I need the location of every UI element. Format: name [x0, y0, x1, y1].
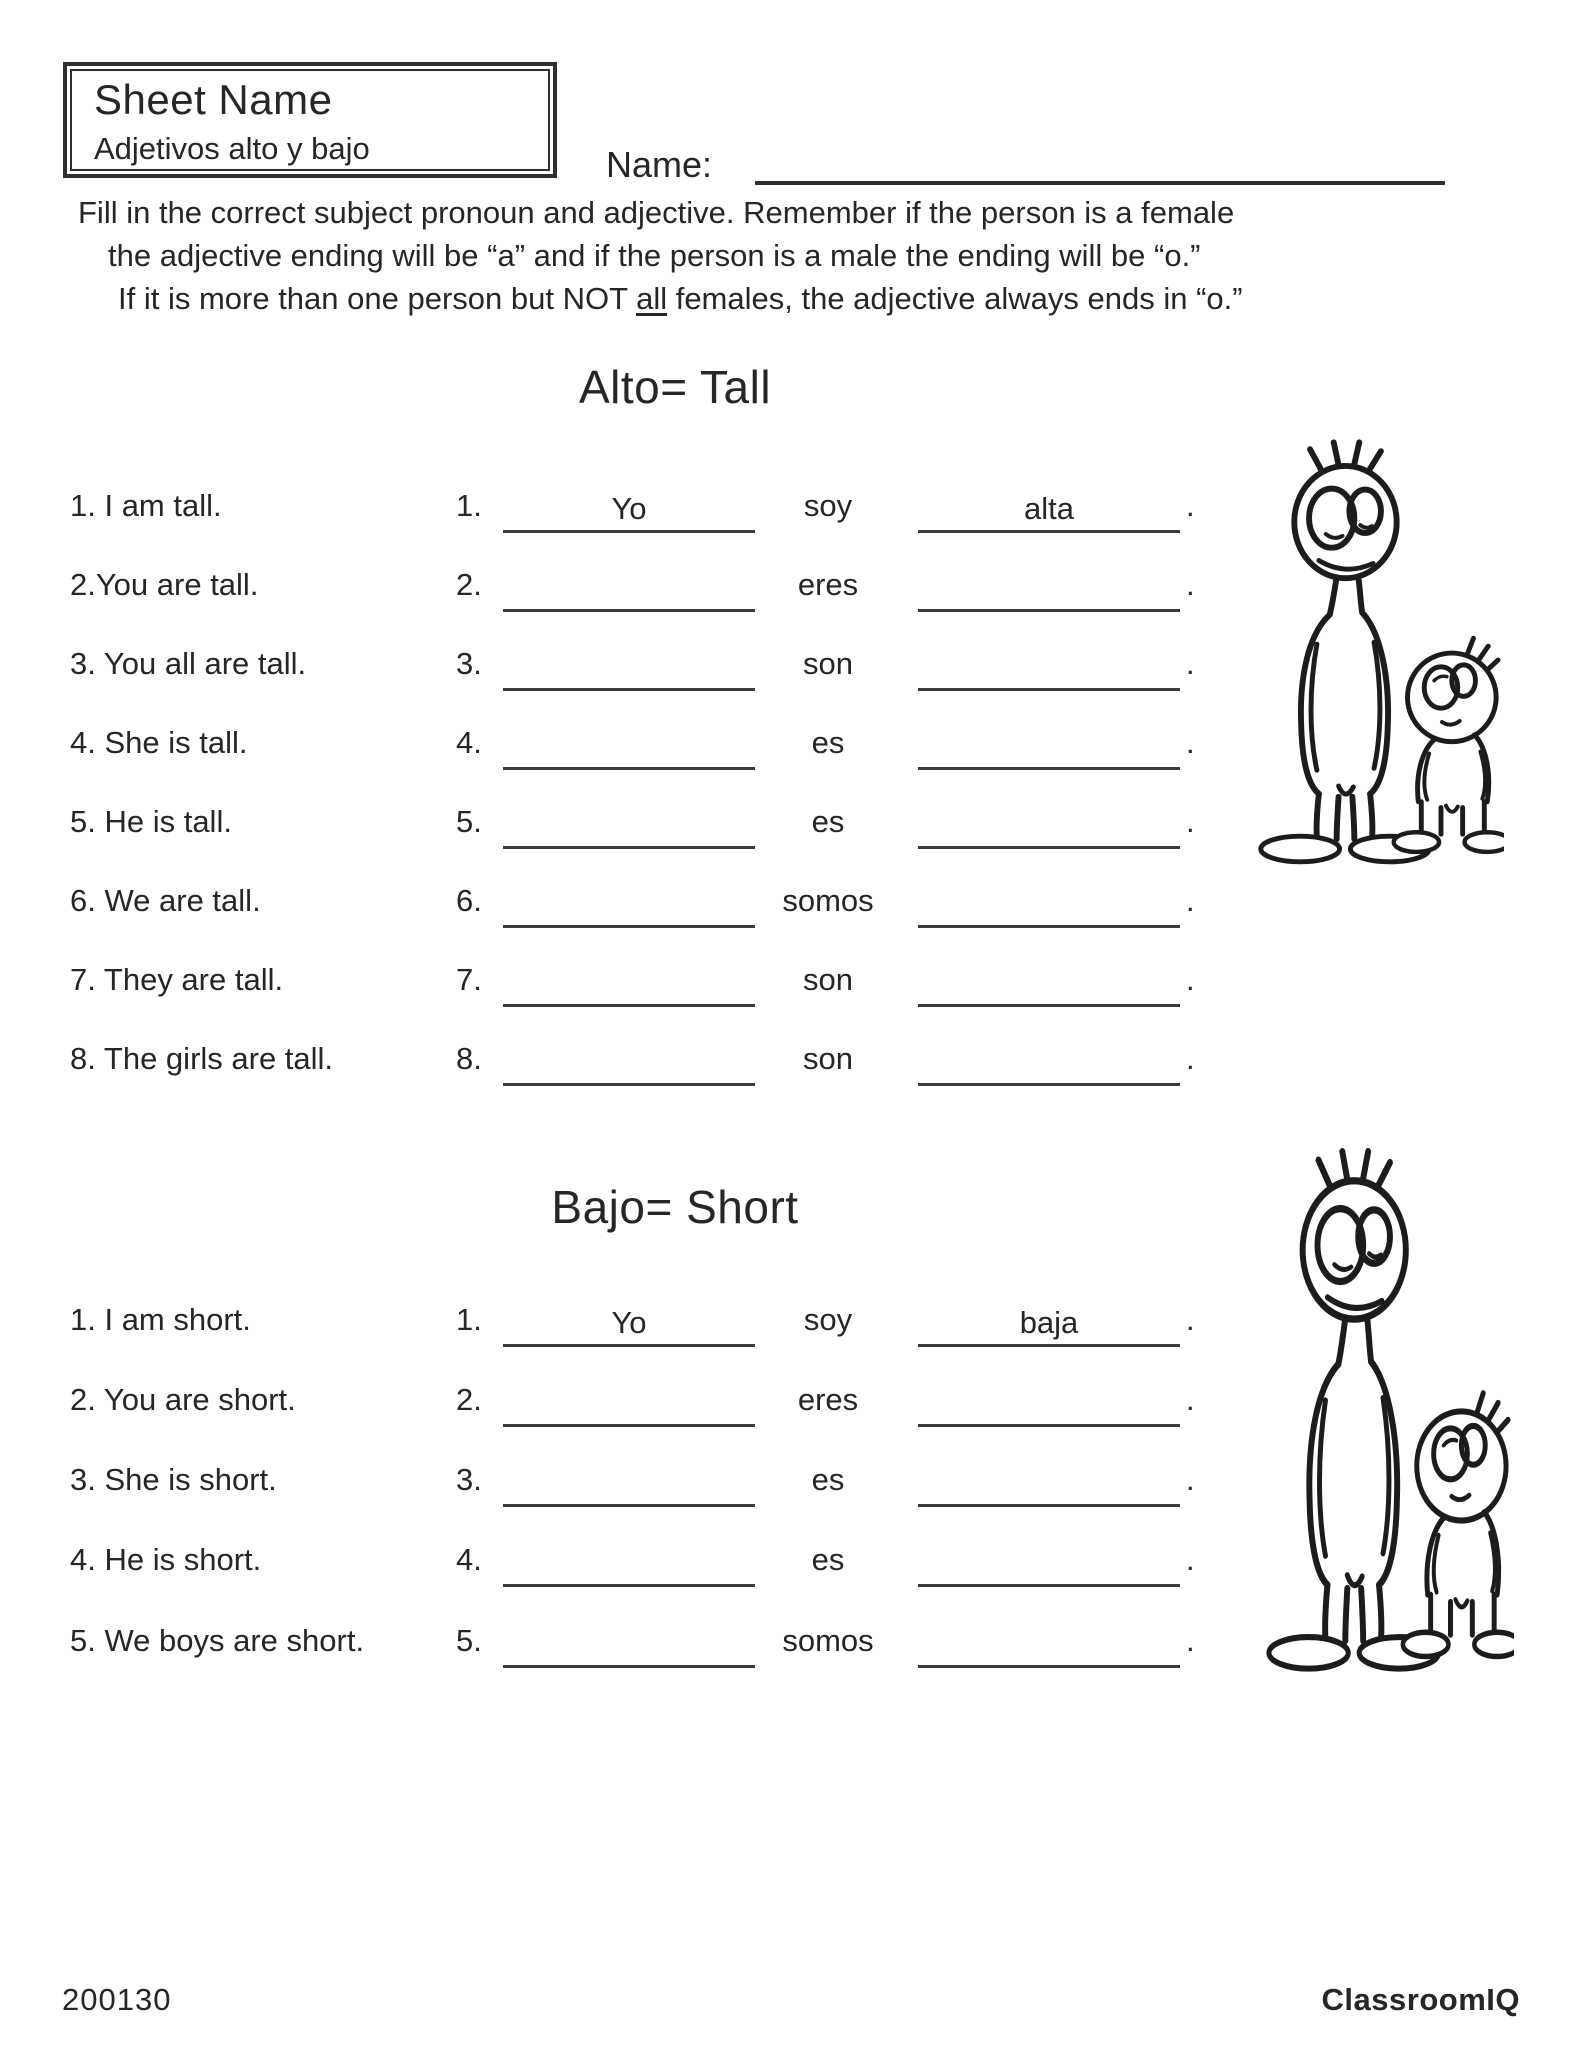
adjective-blank[interactable] — [918, 479, 1180, 533]
period-mark: . — [1186, 962, 1195, 997]
period-mark: . — [1186, 1382, 1195, 1417]
pronoun-blank[interactable] — [503, 874, 755, 928]
period-mark: . — [1186, 1302, 1195, 1337]
alto-section-heading: Alto= Tall — [578, 361, 772, 413]
pronoun-blank[interactable] — [503, 637, 755, 691]
english-sentence: 1. I am short. — [70, 1302, 251, 1337]
tall-short-figures-illustration — [1248, 438, 1504, 874]
period-mark: . — [1186, 1462, 1195, 1497]
item-number: 3. — [456, 1462, 482, 1497]
short-figure — [1394, 638, 1504, 852]
item-number: 5. — [456, 804, 482, 839]
english-sentence: 2.You are tall. — [70, 567, 259, 602]
item-number: 4. — [456, 1542, 482, 1577]
period-mark: . — [1186, 567, 1195, 602]
period-mark: . — [1186, 1623, 1195, 1658]
instructions-line-1: Fill in the correct subject pronoun and adjective. Remember if the person is a female — [78, 195, 1235, 230]
verb-label: es — [811, 725, 845, 760]
adjective-blank[interactable] — [918, 1453, 1180, 1507]
period-mark: . — [1186, 725, 1195, 760]
pronoun-answer: Yo — [611, 491, 647, 526]
period-mark: . — [1186, 804, 1195, 839]
adjective-blank[interactable] — [918, 716, 1180, 770]
pronoun-answer: Yo — [611, 1305, 647, 1340]
period-mark: . — [1186, 488, 1195, 523]
item-number: 6. — [456, 883, 482, 918]
pronoun-blank[interactable] — [503, 1453, 755, 1507]
instructions-line-3 — [118, 282, 1243, 316]
english-sentence: 6. We are tall. — [70, 883, 261, 918]
verb-label: soy — [803, 1302, 853, 1337]
instructions-line-2: the adjective ending will be “a” and if the person is a male the ending will be “o.” — [108, 238, 1201, 273]
pronoun-blank[interactable] — [503, 1373, 755, 1427]
adjective-blank[interactable] — [918, 1293, 1180, 1347]
classroomiq-logo: ClassroomIQ — [1321, 1982, 1520, 2017]
verb-label: somos — [782, 1623, 874, 1658]
pronoun-blank[interactable] — [503, 795, 755, 849]
sheet-name-box — [63, 62, 557, 178]
item-number: 2. — [456, 1382, 482, 1417]
item-number: 2. — [456, 567, 482, 602]
instructions-line-3-underlined-word: all — [636, 281, 668, 316]
sheet-name-box-inner-border — [70, 69, 550, 171]
alto-row-6 — [0, 874, 1582, 928]
pronoun-blank[interactable] — [503, 558, 755, 612]
item-number: 1. — [456, 1302, 482, 1337]
period-mark: . — [1186, 646, 1195, 681]
name-label: Name: — [606, 144, 713, 185]
pronoun-blank[interactable] — [503, 1614, 755, 1668]
sheet-title: Adjetivos alto y bajo — [94, 131, 370, 167]
item-number: 7. — [456, 962, 482, 997]
verb-label: eres — [797, 1382, 859, 1417]
adjective-blank[interactable] — [918, 1032, 1180, 1086]
short-figure — [1403, 1393, 1514, 1656]
item-number: 5. — [456, 1623, 482, 1658]
tall-figure — [1261, 442, 1429, 861]
verb-label: son — [803, 1041, 853, 1076]
english-sentence: 5. We boys are short. — [70, 1623, 365, 1658]
verb-label: es — [811, 1542, 845, 1577]
verb-label: soy — [803, 488, 853, 523]
sheet-name-label: Sheet Name — [94, 76, 333, 123]
adjective-blank[interactable] — [918, 1373, 1180, 1427]
verb-label: es — [811, 804, 845, 839]
verb-label: son — [803, 962, 853, 997]
item-number: 4. — [456, 725, 482, 760]
pronoun-blank[interactable] — [503, 1032, 755, 1086]
period-mark: . — [1186, 1041, 1195, 1076]
adjective-blank[interactable] — [918, 1614, 1180, 1668]
pronoun-blank[interactable] — [503, 1533, 755, 1587]
instructions-line-3-post: females, the adjective always ends in “o.” — [667, 281, 1243, 316]
pronoun-blank[interactable] — [503, 953, 755, 1007]
english-sentence: 4. He is short. — [70, 1542, 262, 1577]
verb-label: eres — [797, 567, 859, 602]
adjective-answer: baja — [1019, 1305, 1079, 1340]
item-number: 8. — [456, 1041, 482, 1076]
adjective-blank[interactable] — [918, 874, 1180, 928]
tall-figure — [1269, 1152, 1439, 1669]
worksheet-id: 200130 — [62, 1982, 172, 2017]
english-sentence: 3. She is short. — [70, 1462, 277, 1497]
name-blank-line[interactable] — [755, 181, 1445, 185]
adjective-answer: alta — [1024, 491, 1074, 526]
english-sentence: 1. I am tall. — [70, 488, 222, 523]
bajo-section-heading: Bajo= Short — [551, 1181, 799, 1233]
pronoun-blank[interactable] — [503, 479, 755, 533]
instructions-line-3-pre: If it is more than one person but NOT — [118, 281, 637, 316]
pronoun-blank[interactable] — [503, 1293, 755, 1347]
english-sentence: 3. You all are tall. — [70, 646, 307, 681]
adjective-blank[interactable] — [918, 953, 1180, 1007]
pronoun-blank[interactable] — [503, 716, 755, 770]
alto-row-7 — [0, 953, 1582, 1007]
alto-row-8 — [0, 1032, 1582, 1086]
period-mark: . — [1186, 1542, 1195, 1577]
verb-label: son — [803, 646, 853, 681]
english-sentence: 7. They are tall. — [70, 962, 284, 997]
item-number: 3. — [456, 646, 482, 681]
english-sentence: 2. You are short. — [70, 1382, 296, 1417]
adjective-blank[interactable] — [918, 637, 1180, 691]
item-number: 1. — [456, 488, 482, 523]
english-sentence: 4. She is tall. — [70, 725, 248, 760]
adjective-blank[interactable] — [918, 1533, 1180, 1587]
tall-short-figures-illustration — [1256, 1148, 1514, 1682]
english-sentence: 5. He is tall. — [70, 804, 232, 839]
adjective-blank[interactable] — [918, 795, 1180, 849]
period-mark: . — [1186, 883, 1195, 918]
verb-label: somos — [782, 883, 874, 918]
english-sentence: 8. The girls are tall. — [70, 1041, 334, 1076]
verb-label: es — [811, 1462, 845, 1497]
adjective-blank[interactable] — [918, 558, 1180, 612]
